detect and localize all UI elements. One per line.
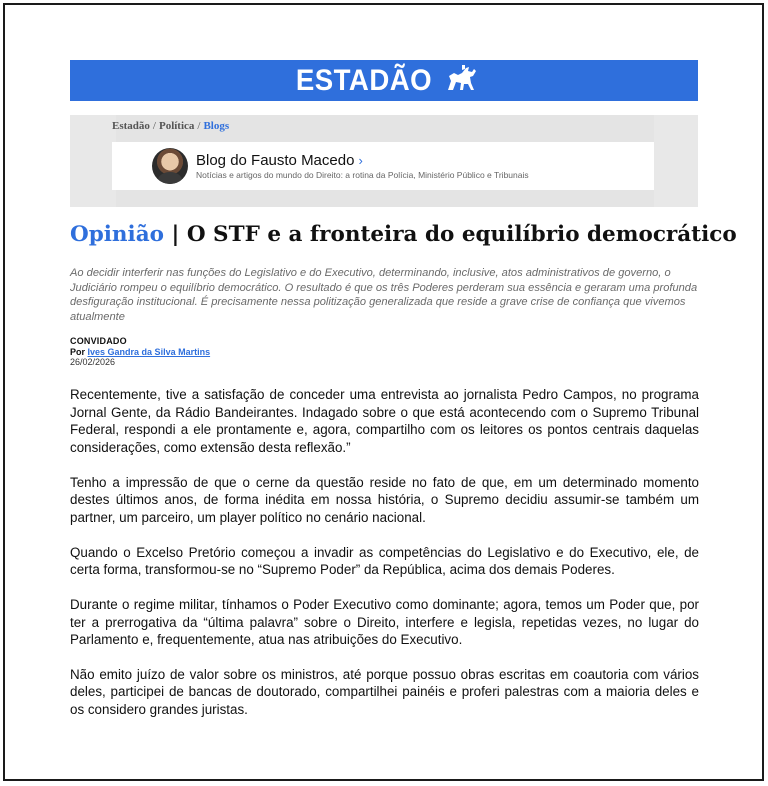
breadcrumb-item-blogs[interactable]: Blogs bbox=[203, 120, 230, 132]
breadcrumb-item-estadao[interactable]: Estadão bbox=[112, 120, 150, 132]
article-paragraph: Tenho a impressão de que o cerne da questão reside no fato de que, em um determinado momento destes últimos anos, de forma inédita em nossa história, o Supremo decidiu assumir-se também um partner, um parceiro, um player político no cenário nacional. bbox=[70, 474, 699, 525]
article-lede: Ao decidir interferir nas funções do Legislativo e do Executivo, determinando, inclusive, atos administrativos de governo, o Judiciário rompeu o equilíbrio democrático. O resultado é que os três Poderes perderam sua essência e geraram uma profunda desfiguração institucional. É precisamente nessa politização generalizada que reside a grave crise de confiança que vivemos atualmente bbox=[70, 267, 698, 323]
article-title: O STF e a fronteira do equilíbrio democrático bbox=[186, 222, 737, 247]
article-section-tag[interactable]: Opinião bbox=[70, 222, 164, 247]
chevron-right-icon: › bbox=[358, 152, 363, 168]
article-meta bbox=[70, 336, 210, 368]
horse-rider-icon bbox=[444, 64, 478, 97]
article-paragraph: Quando o Excelso Pretório começou a invadir as competências do Legislativo e do Executivo, ele, de certa forma, transformou-se no “Supremo Poder” da República, acima dos demais Poderes. bbox=[70, 544, 699, 578]
blog-card[interactable] bbox=[112, 142, 654, 190]
blog-title[interactable] bbox=[196, 152, 529, 170]
breadcrumb-separator: / bbox=[152, 120, 156, 132]
headline-divider: | bbox=[171, 222, 180, 247]
author-avatar bbox=[152, 148, 188, 184]
byline-prefix: Por bbox=[70, 346, 86, 357]
article-paragraph: Não emito juízo de valor sobre os ministros, até porque possuo obras escritas em coautoria com vários deles, participei de bancas de doutorado, compartilhei painéis e proferi palestras com a maioria deles e os considero grandes juristas. bbox=[70, 666, 699, 718]
article-paragraph: Recentemente, tive a satisfação de conceder uma entrevista ao jornalista Pedro Campos, no programa Jornal Gente, da Rádio Bandeirantes. Indagado sobre o que está acontecendo com o Supremo Tribunal Federal, respondi a ele prontamente e, agora, compartilho com os leitores os pontos centrais daquelas considerações, como extensão desta reflexão.” bbox=[70, 387, 699, 455]
breadcrumb bbox=[112, 120, 229, 132]
brand-logo[interactable]: ESTADÃO bbox=[295, 63, 433, 97]
author-label: CONVIDADO bbox=[70, 336, 127, 346]
article-headline bbox=[70, 222, 737, 247]
brand-header[interactable] bbox=[70, 60, 698, 101]
article-paragraph: Durante o regime militar, tínhamos o Poder Executivo como dominante; agora, temos um Poder que, por ter a prerrogativa da “última palavra” sobre o Direito, interfere e legisla, repetidas vezes, no lugar do Parlamento e, frequentemente, atua nas atribuições do Executivo. bbox=[70, 596, 699, 648]
publish-date: 26/02/2026 bbox=[70, 357, 116, 367]
author-link[interactable]: Ives Gandra da Silva Martins bbox=[87, 346, 211, 357]
article-body bbox=[70, 386, 699, 736]
blog-title-text: Blog do Fausto Macedo bbox=[196, 151, 355, 169]
breadcrumb-separator: / bbox=[197, 120, 201, 132]
breadcrumb-item-politica[interactable]: Política bbox=[158, 120, 195, 132]
blog-subtitle: Notícias e artigos do mundo do Direito: a rotina da Polícia, Ministério Público e Tribunais bbox=[196, 169, 529, 180]
